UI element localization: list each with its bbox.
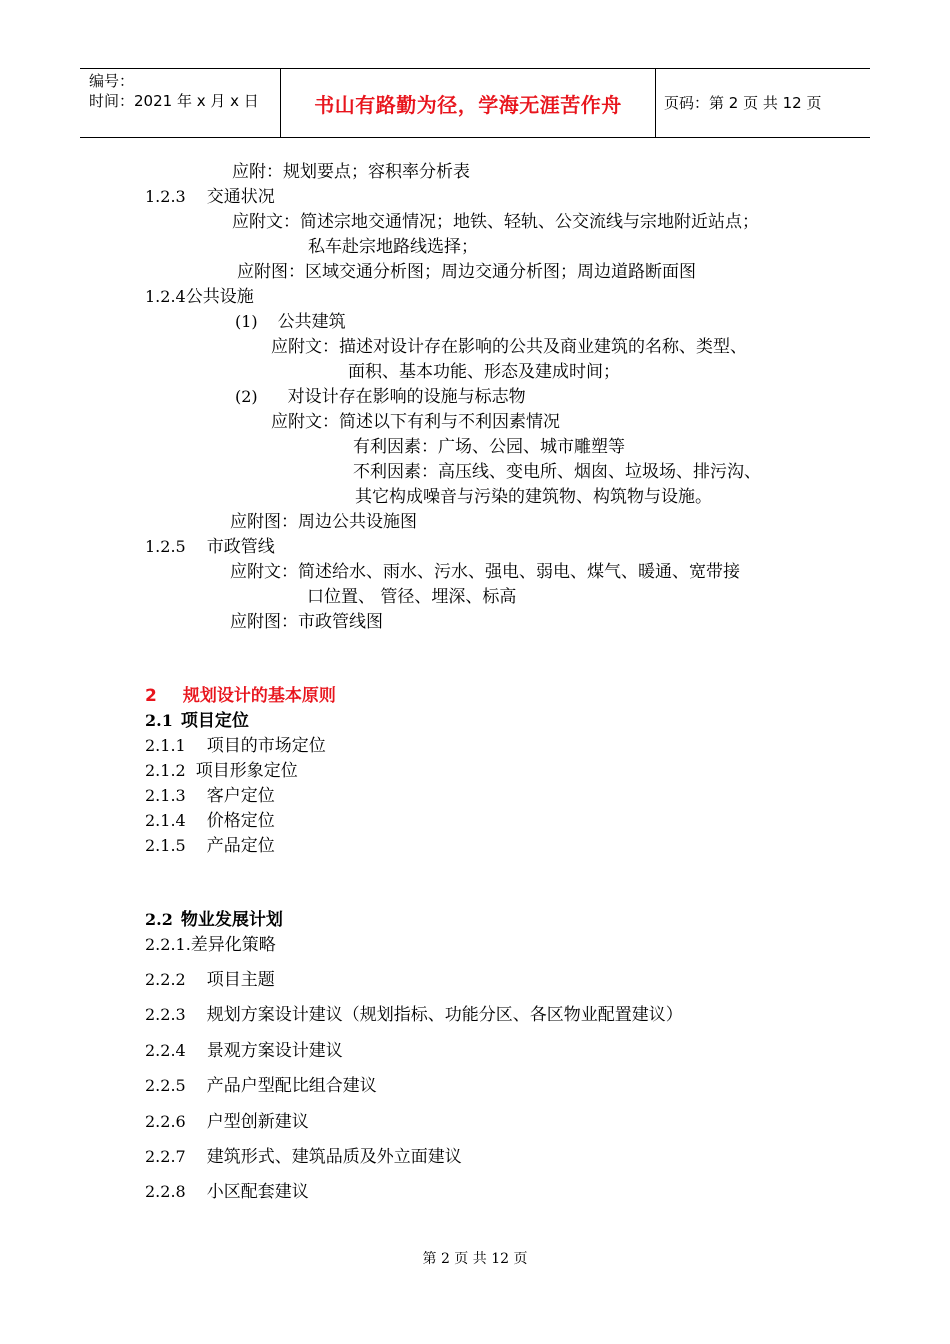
- attach-line-cont: 面积、基本功能、形态及建成时间；: [348, 362, 620, 382]
- list-item: 2.2.1.差异化策略: [145, 935, 276, 955]
- attach-line-cont: 口位置、 管径、埋深、标高: [307, 587, 517, 607]
- section-heading: 2.2 物业发展计划: [145, 910, 283, 930]
- list-item: 2.1.2 项目形象定位: [145, 761, 298, 781]
- list-item: 2.1.4 价格定位: [145, 811, 275, 831]
- attach-line: 应附文：描述对设计存在影响的公共及商业建筑的名称、类型、: [271, 337, 747, 357]
- list-item: 2.2.2 项目主题: [145, 970, 275, 990]
- section-heading: 2.1 项目定位: [145, 711, 249, 731]
- attach-line: 应附图：周边公共设施图: [230, 512, 417, 532]
- list-item: 2.2.4 景观方案设计建议: [145, 1041, 343, 1061]
- factor-line: 不利因素：高压线、变电所、烟囱、垃圾场、排污沟、: [353, 462, 761, 482]
- list-item: 2.2.3 规划方案设计建议（规划指标、功能分区、各区物业配置建议）: [145, 1005, 683, 1025]
- subsection-item: (1) 公共建筑: [235, 312, 346, 332]
- list-item: 2.2.6 户型创新建议: [145, 1112, 309, 1132]
- attach-line: 应附文：简述宗地交通情况；地铁、轻轨、公交流线与宗地附近站点；: [232, 212, 759, 232]
- page-footer: 第 2 页 共 12 页: [422, 1251, 528, 1267]
- doc-code-label: 编号：: [89, 72, 135, 90]
- section-heading: 1.2.5 市政管线: [145, 537, 275, 557]
- list-item: 2.2.8 小区配套建议: [145, 1182, 309, 1202]
- section-heading: 1.2.4公共设施: [145, 287, 254, 307]
- factor-line: 有利因素：广场、公园、城市雕塑等: [353, 437, 625, 457]
- header-meta: [89, 71, 259, 111]
- list-item: 2.1.1 项目的市场定位: [145, 736, 326, 756]
- attach-line: 应附文：简述以下有利与不利因素情况: [271, 412, 560, 432]
- list-item: 2.1.3 客户定位: [145, 786, 275, 806]
- subsection-item: (2) 对设计存在影响的设施与标志物: [235, 387, 526, 407]
- attach-line-cont: 私车赴宗地路线选择；: [308, 237, 478, 257]
- header-divider: [655, 69, 656, 137]
- chapter-heading: 2 规划设计的基本原则: [145, 686, 336, 706]
- page-header: [80, 68, 870, 138]
- doc-date: 时间：2021 年 x 月 x 日: [89, 92, 259, 110]
- attach-line: 应附图：市政管线图: [230, 612, 383, 632]
- attach-line: 应附图：区域交通分析图；周边交通分析图；周边道路断面图: [237, 262, 696, 282]
- factor-line-cont: 其它构成噪音与污染的建筑物、构筑物与设施。: [355, 487, 712, 507]
- list-item: 2.1.5 产品定位: [145, 836, 275, 856]
- header-page-info: 页码：第 2 页 共 12 页: [664, 94, 822, 112]
- attach-line: 应附：规划要点；容积率分析表: [232, 162, 470, 182]
- section-heading: 1.2.3 交通状况: [145, 187, 275, 207]
- header-motto: 书山有路勤为径，学海无涯苦作舟: [314, 92, 622, 117]
- list-item: 2.2.7 建筑形式、建筑品质及外立面建议: [145, 1147, 462, 1167]
- list-item: 2.2.5 产品户型配比组合建议: [145, 1076, 377, 1096]
- attach-line: 应附文：简述给水、雨水、污水、强电、弱电、煤气、暖通、宽带接: [230, 562, 740, 582]
